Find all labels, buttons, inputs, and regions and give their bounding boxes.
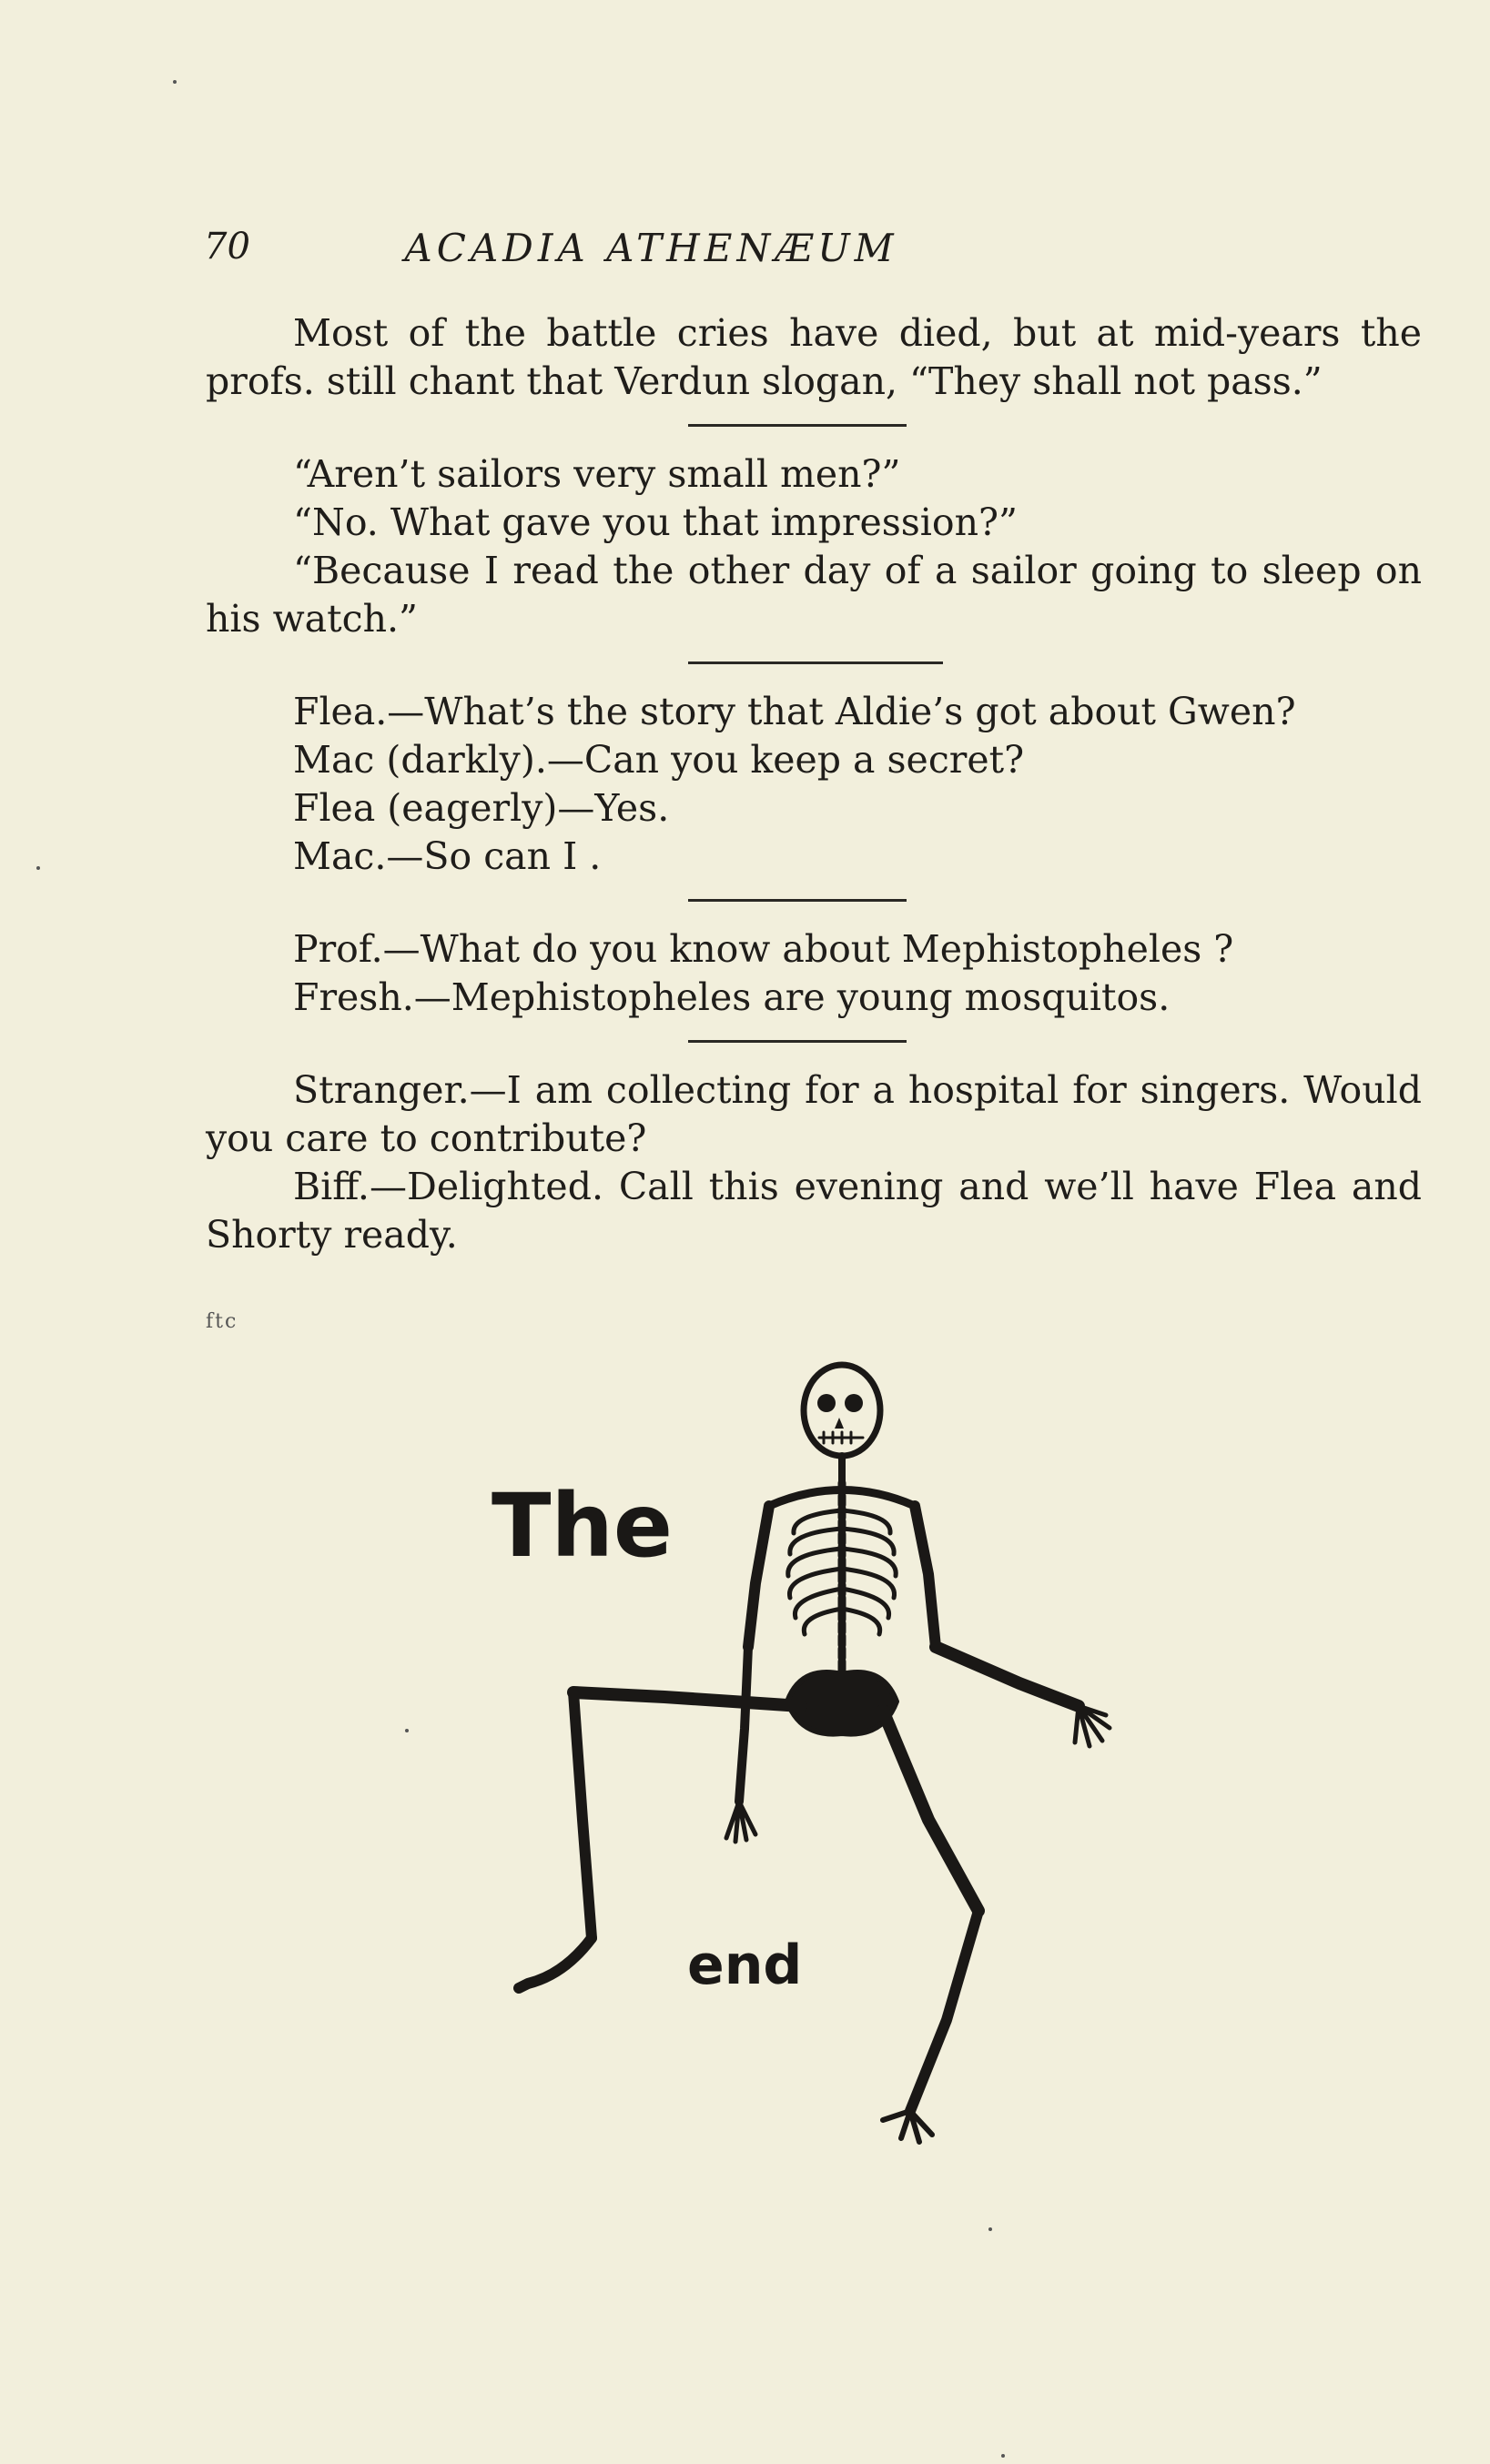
divider	[688, 661, 943, 664]
paragraph-flea-2: Flea (eagerly)—Yes.	[293, 786, 670, 830]
the-lettering: The	[492, 1475, 673, 1577]
end-lettering: end	[687, 1934, 803, 1997]
paragraph-mac-2: Mac.—So can I .	[293, 834, 602, 878]
paper-speck	[173, 80, 177, 84]
paragraph-biff: Biff.—Delighted. Call this evening and we’ll have Flea and Shorty ready.	[206, 1165, 1422, 1257]
divider	[688, 1040, 907, 1043]
paragraph-verdun: Most of the battle cries have died, but at mid-years the profs. still chant that Verdun slogan, “They shall not pass.”	[206, 311, 1422, 403]
paper-speck	[1001, 2454, 1005, 2458]
page-header	[204, 226, 1099, 280]
divider	[688, 899, 907, 902]
paragraph-sailors-q: “Aren’t sailors very small men?”	[293, 452, 901, 496]
paragraph-prof: Prof.—What do you know about Mephistopheles ?	[293, 927, 1234, 971]
divider	[688, 424, 907, 427]
body-text	[206, 309, 1422, 1259]
paper-speck	[36, 866, 40, 870]
paragraph-sailors-punchline: “Because I read the other day of a sailor going to sleep on his watch.”	[206, 549, 1422, 641]
paragraph-mac-1: Mac (darkly).—Can you keep a secret?	[293, 738, 1025, 782]
running-title: ACADIA ATHENÆUM	[404, 226, 898, 270]
page-number: 70	[204, 226, 250, 268]
paragraph-fresh: Fresh.—Mephistopheles are young mosquitos.	[293, 975, 1171, 1019]
paper-speck	[988, 2227, 992, 2231]
paragraph-stranger: Stranger.—I am collecting for a hospital for singers. Would you care to contribute?	[206, 1068, 1422, 1160]
paragraph-sailors-a: “No. What gave you that impression?”	[293, 500, 1018, 544]
paragraph-flea-1: Flea.—What’s the story that Aldie’s got about Gwen?	[293, 690, 1296, 733]
skeleton-the-end-illustration	[455, 1347, 1147, 2184]
paper-speck	[405, 1729, 409, 1732]
stray-mark: ftc	[206, 1310, 238, 1333]
